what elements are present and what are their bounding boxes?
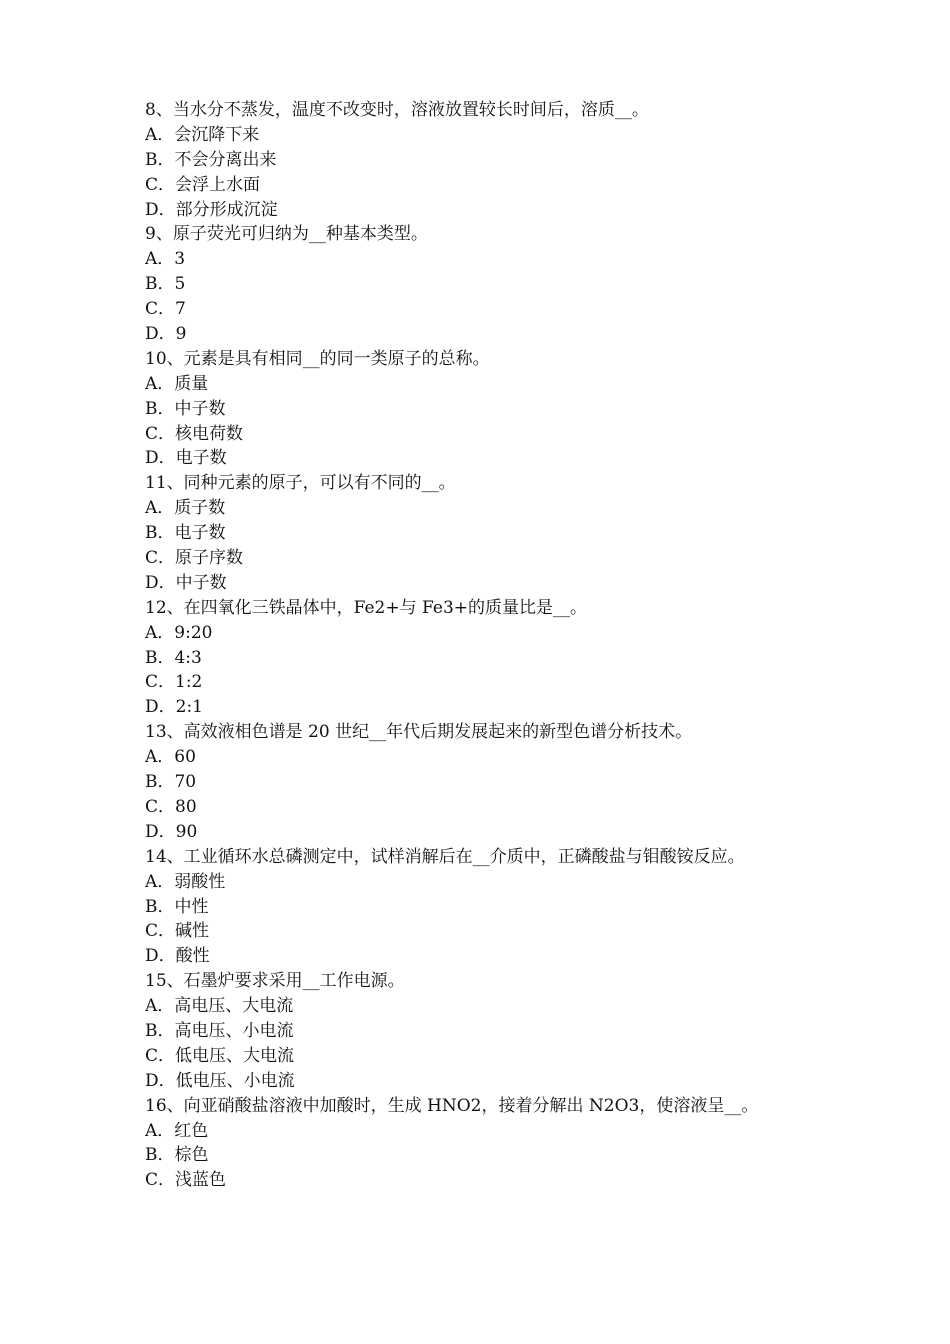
answer-option: D．2:1 [145, 697, 203, 718]
question-block [145, 845, 825, 969]
question-block [145, 471, 825, 595]
answer-option: A．弱酸性 [145, 871, 226, 892]
answer-option: B．5 [145, 274, 186, 295]
answer-option: D．电子数 [145, 448, 227, 469]
question-block [145, 596, 825, 720]
answer-option: C．浅蓝色 [145, 1170, 227, 1191]
question-stem: 14、工业循环水总磷测定中，试样消解后在__介质中，正磷酸盐与钼酸铵反应。 [145, 846, 745, 867]
answer-option: C．核电荷数 [145, 423, 244, 444]
question-stem: 16、向亚硝酸盐溶液中加酸时，生成 HNO2，接着分解出 N2O3，使溶液呈__。 [145, 1095, 759, 1116]
question-block [145, 969, 825, 1093]
answer-option: A．会沉降下来 [145, 124, 260, 145]
answer-option: D．低电压、小电流 [145, 1070, 295, 1091]
question-stem: 12、在四氧化三铁晶体中，Fe2+与 Fe3+的质量比是__。 [145, 597, 588, 618]
answer-option: A．60 [145, 747, 196, 768]
answer-option: B．70 [145, 772, 197, 793]
answer-option: B．电子数 [145, 523, 226, 544]
answer-option: A．质量 [145, 373, 209, 394]
answer-option: B．不会分离出来 [145, 149, 277, 170]
answer-option: A．红色 [145, 1120, 209, 1141]
answer-option: C．1:2 [145, 672, 203, 693]
answer-option: B．高电压、小电流 [145, 1020, 294, 1041]
question-block [145, 98, 825, 222]
answer-option: D．中子数 [145, 572, 227, 593]
answer-option: A．3 [145, 249, 186, 270]
question-stem: 8、当水分不蒸发，温度不改变时，溶液放置较长时间后，溶质__。 [145, 100, 649, 120]
answer-option: A．质子数 [145, 498, 226, 519]
question-block [145, 222, 825, 346]
answer-option: C．碱性 [145, 921, 210, 942]
answer-option: B．中子数 [145, 398, 226, 419]
answer-option: A．高电压、大电流 [145, 996, 294, 1017]
question-stem: 10、元素是具有相同__的同一类原子的总称。 [145, 348, 490, 369]
answer-option: D．90 [145, 821, 198, 842]
answer-option: B．中性 [145, 896, 209, 917]
answer-option: B．棕色 [145, 1145, 209, 1166]
question-stem: 11、同种元素的原子，可以有不同的__。 [145, 473, 456, 494]
answer-option: D．酸性 [145, 946, 210, 967]
answer-option: D．部分形成沉淀 [145, 199, 278, 220]
answer-option: C．低电压、大电流 [145, 1045, 295, 1066]
question-block [145, 1094, 825, 1194]
question-stem: 13、高效液相色谱是 20 世纪__年代后期发展起来的新型色谱分析技术。 [145, 722, 693, 743]
answer-option: C．7 [145, 299, 186, 320]
question-block [145, 347, 825, 471]
answer-option: A．9:20 [145, 622, 213, 643]
answer-option: C．80 [145, 796, 197, 817]
question-stem: 9、原子荧光可归纳为__种基本类型。 [145, 224, 428, 245]
answer-option: D．9 [145, 324, 187, 345]
question-block [145, 720, 825, 844]
question-list [145, 98, 825, 1193]
question-stem: 15、石墨炉要求采用__工作电源。 [145, 971, 405, 992]
answer-option: B．4:3 [145, 647, 202, 668]
answer-option: C．原子序数 [145, 548, 244, 569]
answer-option: C．会浮上水面 [145, 174, 261, 195]
